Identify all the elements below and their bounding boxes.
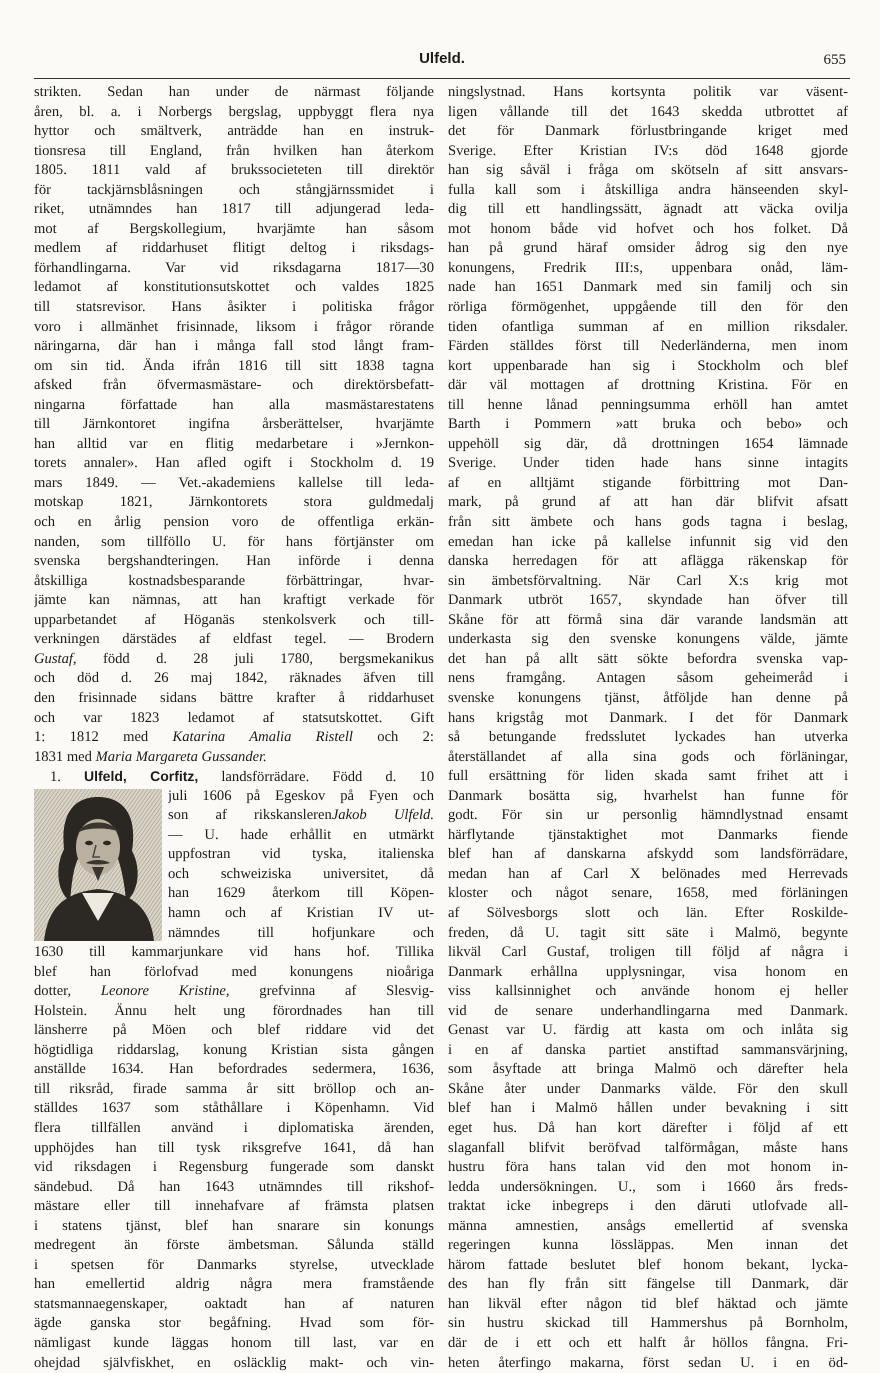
text-line: kloster och något senare, 1658, med förläningen xyxy=(448,885,848,902)
text-line: till riksråd, firade samma år sitt bröllop och an- xyxy=(34,1080,434,1097)
text-line: ställdes 1637 som ståthållare i Köpenhamn. Vid xyxy=(34,1100,434,1117)
text-line: full ersättning för liden skada samt frihet att i xyxy=(448,768,848,785)
text-line: vid riksdagen i Regensburg fungerade som danskt xyxy=(34,1159,434,1176)
text-line: Genast var U. färdig att kasta om och inlåta sig xyxy=(448,1022,848,1039)
entry-heading-line xyxy=(34,767,434,787)
text-line: hustru föra hans talan vid den mot honom in- xyxy=(448,1159,848,1176)
engraved-portrait-icon xyxy=(34,789,162,941)
text-line: sin hustru skickad till Hammershus på Bornholm, xyxy=(448,1315,848,1332)
paragraph-bergs xyxy=(34,83,434,650)
text-line: till statsrevisor. Hans åsikter i politiska frågor xyxy=(34,299,434,316)
text-line: och en årlig pension voro de offentliga erkän- xyxy=(34,514,434,531)
brother-name: Gustaf, xyxy=(34,650,77,667)
text-line: Holstein. Ännu helt ung förordnades han till xyxy=(34,1002,434,1019)
text-line: ohejdad självfiskhet, en osläcklig makt- och vin- xyxy=(34,1354,434,1371)
text-line: tiden ofantliga summan af en million riksdaler. xyxy=(448,318,848,335)
text-run: och 2: xyxy=(352,729,434,746)
text-run: son af rikskansleren xyxy=(168,807,332,824)
text-line: strikten. Sedan han under de närmast följande xyxy=(34,84,434,100)
text-line: hans krigståg mot Danmark. I det för Danmark xyxy=(448,709,848,726)
text-line: det för Danmark förlustbringande kriget med xyxy=(448,123,848,140)
text-line: upphöjdes han till tysk riksgrefve 1641, då han xyxy=(34,1139,434,1156)
text-line: nade han 1651 Danmark med sin familj och sin xyxy=(448,279,848,296)
text-line: det han på allt sätt sökte befordra svenska vap- xyxy=(448,650,848,667)
text-line: mark, på grund af att han där blifvit afsatt xyxy=(448,494,848,511)
text-line: sändebud. Då han 1643 utnämndes till rikshof- xyxy=(34,1178,434,1195)
text-line: den frisinnade sidans bättre krafter å riddarhuset xyxy=(34,689,434,706)
text-line: Barth i Pommern »att bruka och bebo» och xyxy=(448,416,848,433)
text-line: emedan han icke på kallelse infunnit sig vid den xyxy=(448,533,848,550)
text-line: Färden ställdes först till Nederländerna, men inom xyxy=(448,338,848,355)
text-line: konungens, Fredrik III:s, uppenbara onåd, läm- xyxy=(448,259,848,276)
text-line: voro i allmänhet frisinnade, liksom i frågor rörande xyxy=(34,318,434,335)
text-line: underkasta sig den svenske konungens välde, jämte xyxy=(448,631,848,648)
text-line xyxy=(34,748,434,768)
text-line: till Järnkontoret ingifna årsberättelser, hvarjämte xyxy=(34,416,434,433)
text-line: — U. hade erhållit en utmärkt xyxy=(168,826,434,843)
text-line: Sverige. Under tiden hade hans sinne intagits xyxy=(448,455,848,472)
text-line: rörliga förmögenhet, uppgående till den för den xyxy=(448,299,848,316)
text-line: regeringen kunna lössläppas. Men innan det xyxy=(448,1237,848,1254)
text-line: ledda undersökningen. U., som i 1660 års freds- xyxy=(448,1178,848,1195)
text-line: som åsyftade att bringa Malmö och därefter hela xyxy=(448,1061,848,1078)
text-run: grefvinna af Slesvig- xyxy=(229,983,434,1000)
text-line: sin ämbetsförvaltning. När Carl X:s krig mot xyxy=(448,572,848,589)
text-line: upparbetandet af Höganäs stenkolsverk och till- xyxy=(34,611,434,628)
text-line: likväl Carl Gustaf, troligen till följd af några i xyxy=(448,944,848,961)
text-line: mot af Bergskollegium, hvarjämte han såsom xyxy=(34,220,434,237)
text-line: nanden, som tillföllo U. för hans förtjänster om xyxy=(34,533,434,550)
text-line: 1630 till kammarjunkare vid hans hof. Tillika xyxy=(34,944,434,961)
text-line: mot honom både vid hofvet och hos folket. Då xyxy=(448,220,848,237)
text-line: Skåne åter under Danmarks välde. För den skull xyxy=(448,1080,848,1097)
text-line: motskap 1821, Järnkontorets stora guldmedalj xyxy=(34,494,434,511)
text-line: åren, bl. a. i Norbergs bergslag, uppbyggt flera nya xyxy=(34,103,434,120)
text-line: och schweiziska universitet, då xyxy=(168,865,434,882)
text-line: hyttor och smältverk, anträdde han en instruk- xyxy=(34,123,434,140)
text-line: blef han af danskarna afskydd som landsförrädare, xyxy=(448,846,848,863)
text-line: för tackjärnsblåsningen och stångjärnssmidet i xyxy=(34,181,434,198)
entry-number: 1. xyxy=(50,769,61,786)
text-line: han sig såväl i fråga om skötseln af sitt ansvars- xyxy=(448,162,848,179)
portrait-side-text xyxy=(168,787,434,943)
text-line: i spetsen för Danmarks styrelse, utvecklade xyxy=(34,1256,434,1273)
text-line: svenske konungens tjänst, åtföljde han denne på xyxy=(448,689,848,706)
text-line xyxy=(168,806,434,826)
text-line: af Sölvesborgs slott och län. Efter Roskilde- xyxy=(448,904,848,921)
wife-name: Katarina Amalia Ristell xyxy=(172,729,353,746)
text-line: hamn och af Kristian IV ut- xyxy=(168,904,434,921)
text-line: näringarna, där han i många fall stod långt fram- xyxy=(34,338,434,355)
text-line: flera tillfällen använd i diplomatiska ärenden, xyxy=(34,1119,434,1136)
text-run: född d. 28 juli 1780, bergsmekanikus xyxy=(76,650,434,667)
left-column xyxy=(34,83,434,1373)
text-line: traktat icke inbegreps i den däruti utlofvade all- xyxy=(448,1198,848,1215)
text-line: han 1629 återkom till Köpen- xyxy=(168,885,434,902)
text-line: des han fly från sitt fängelse till Danmark, där xyxy=(448,1276,848,1293)
text-line: medan han af Carl X belönades med Herrevads xyxy=(448,865,848,882)
text-line: han alltid var en flitig medarbetare i »Jernkon- xyxy=(34,435,434,452)
text-line: fulla kall som i åtskilliga andra hänseenden skyl- xyxy=(448,181,848,198)
text-line: ledamot af konstitutionsutskottet och valdes 1825 xyxy=(34,279,434,296)
text-line: af en alltjämt stigande förbittring mot Dan- xyxy=(448,474,848,491)
text-line xyxy=(34,650,434,670)
text-line: där de i ett och ett halft år höllos fångna. Fri- xyxy=(448,1335,848,1351)
running-title: Ulfeld. xyxy=(419,50,465,67)
text-line: Sverige. Efter Kristian IV:s död 1648 gjorde xyxy=(448,142,848,159)
text-line: Skåne för att förmå sina där varande landsmän att xyxy=(448,611,848,628)
text-line: medregent än förste ämbetsman. Sålunda ställd xyxy=(34,1237,434,1254)
text-line: eget hus. Då han kort därefter i följd af ett xyxy=(448,1119,848,1136)
paragraph-ulfeld-a xyxy=(34,943,434,982)
wife-name: Maria Margareta Gussander. xyxy=(95,748,267,765)
text-line: freden, då U. tagit sitt säte i Malmö, begynte xyxy=(448,924,848,941)
text-line xyxy=(34,982,434,1002)
text-line: 1805. 1811 vald af brukssocieteten till direktör xyxy=(34,162,434,179)
text-run: 1831 med xyxy=(34,748,96,765)
text-line: verkningen därstädes af eldfast tegel. — Brodern xyxy=(34,631,434,648)
text-line: nämligast kunde läggas honom till last, var en xyxy=(34,1335,434,1351)
text-line: i statens tjänst, blef han snarare sin konungs xyxy=(34,1217,434,1234)
text-line: länsherre på Möen och blef riddare vid det xyxy=(34,1022,434,1039)
text-line: blef han i Malmö hållen under bevakning i sitt xyxy=(448,1100,848,1117)
text-line xyxy=(34,728,434,748)
portrait-engraving xyxy=(34,789,162,941)
text-line: och död d. 26 maj 1842, räknades äfven till xyxy=(34,670,434,687)
text-line: mästare eller till innehafvare af främsta platsen xyxy=(34,1198,434,1215)
entry-headword: Ulfeld, Corfitz, xyxy=(84,768,199,785)
text-line: mars 1849. — Vet.-akademiens kallelse till leda- xyxy=(34,474,434,491)
text-line: han emellertid aldrig några mera framstående xyxy=(34,1276,434,1293)
text-run: 1: 1812 med xyxy=(34,729,173,746)
text-line: uppfostran vid tyska, italienska xyxy=(168,846,434,863)
text-line: ningarna författade han alla masmästarestatens xyxy=(34,396,434,413)
text-line: godt. För sin ur personlig hämndlystnad ensamt xyxy=(448,807,848,824)
text-line: danska herredagen för att aflägga räkenskap för xyxy=(448,553,848,570)
text-line: och var 1823 ledamot af statsutskottet. Gift xyxy=(34,709,434,726)
text-line: åtskilliga kostnadsbesparande förbättringar, hvar- xyxy=(34,572,434,589)
text-line: om sin tid. Ända ifrån 1816 till sitt 1838 tagna xyxy=(34,357,434,374)
text-line: heten återfingo makarna, först sedan U. i en öd- xyxy=(448,1354,848,1371)
text-line: riket, utnämndes han 1817 till adjungerad leda- xyxy=(34,201,434,218)
paragraph-ulfeld-b xyxy=(34,1002,434,1373)
text-line: slaganfall blifvit beröfvad talförmågan, måste hans xyxy=(448,1139,848,1156)
text-line: härom fattade beslutet blef honom bekant, lycka- xyxy=(448,1256,848,1273)
text-line: medlem af riddarhuset flitigt deltog i riksdags- xyxy=(34,240,434,257)
text-line: kort uppenbarade han sig i Stockholm och blef xyxy=(448,357,848,374)
text-line: svenska bergshandteringen. Han införde i denna xyxy=(34,553,434,570)
text-line: han på grund häraf omsider ådrog sig den nye xyxy=(448,240,848,257)
text-line: härflytande tjänstaktighet mot Danmarks fiende xyxy=(448,826,848,843)
portrait-block xyxy=(34,787,434,943)
text-line: till henne lånad penningsumma erhöll han amtet xyxy=(448,396,848,413)
text-line: ägde ganska stor begåfning. Hvad som för- xyxy=(34,1315,434,1332)
text-line: tionsresa till England, från hvilken han återkom xyxy=(34,142,434,159)
text-line: så betungande fredsslutet lyckades han utverka xyxy=(448,729,848,746)
text-line: männa amnestien, ansågs emellertid af svenska xyxy=(448,1217,848,1234)
text-line: han likväl efter någon tid blef häktad och jämte xyxy=(448,1295,848,1312)
text-line: där väl mottagen af drottning Kristina. För en xyxy=(448,377,848,394)
text-line: afsked från öfvermasmästare- och direktörsbefatt- xyxy=(34,377,434,394)
text-line: förhandlingarna. Var vid riksdagarna 1817—30 xyxy=(34,259,434,276)
text-line: Danmark bosätta sig, hvarhelst han funne för xyxy=(448,787,848,804)
text-line: ligen vållande till det 1643 skedda utbrottet af xyxy=(448,103,848,120)
page-number: 655 xyxy=(823,52,846,68)
text-line: nämndes till hofjunkare och xyxy=(168,924,434,941)
text-line: återställandet af alla sina gods och förläningar, xyxy=(448,748,848,765)
text-line: nens framgång. Antagen såsom geheimeråd i xyxy=(448,670,848,687)
father-name: Jakob Ulfeld. xyxy=(331,807,434,824)
text-line: i en af danska partiet anstiftad sammansvärjning, xyxy=(448,1041,848,1058)
text-line: blef han förlofvad med konungens nioåriga xyxy=(34,963,434,980)
header-rule xyxy=(34,78,850,79)
text-line: jämte kan nämnas, att han kraftigt verkade för xyxy=(34,592,434,609)
text-run: dotter, xyxy=(34,983,101,1000)
text-line: viss kallsinnighet och använde honom ej heller xyxy=(448,983,848,1000)
text-line: ningslystnad. Hans kortsynta politik var väsent- xyxy=(448,84,848,100)
right-column xyxy=(448,83,848,1373)
text-line: uppehöll sig där, då drottningen 1654 lämnade xyxy=(448,435,848,452)
paragraph-gustaf xyxy=(34,669,434,728)
text-line: Danmark utbröt 1657, skyndade han öfver till xyxy=(448,592,848,609)
text-line: från sitt ämbete och hans gods tagna i beslag, xyxy=(448,514,848,531)
text-line: högtidliga riddarslag, konung Kristian sista gången xyxy=(34,1041,434,1058)
text-line: juli 1606 på Egeskov på Fyen och xyxy=(168,787,434,804)
text-run: landsförrädare. Född d. 10 xyxy=(198,769,434,786)
text-line: dig till ett handlingssätt, ägnadt att väcka ovilja xyxy=(448,201,848,218)
page-header xyxy=(34,46,850,76)
text-line: Danmark erhållna upplysningar, visa honom en xyxy=(448,963,848,980)
text-line: anställde 1634. Han befordrades sedermera, 1636, xyxy=(34,1061,434,1078)
text-line: torets annaler». Han afled ogift i Stockholm d. 19 xyxy=(34,455,434,472)
text-line: vid de senare underhandlingarna med Danmark. xyxy=(448,1002,848,1019)
text-line: statsmannaegenskaper, oaktadt han af naturen xyxy=(34,1295,434,1312)
spouse-name: Leonore Kristine, xyxy=(100,983,230,1000)
